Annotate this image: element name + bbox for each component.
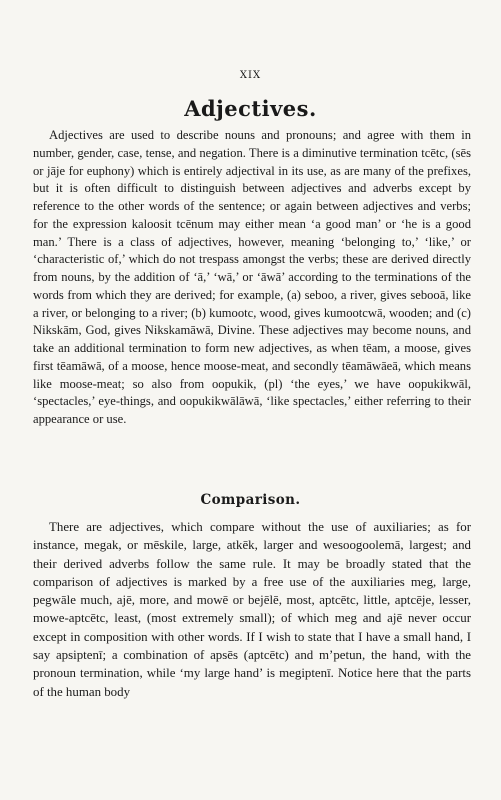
paragraph-adjectives: Adjectives are used to describe nouns and pronouns; and agree with them in number, gender, case, tense, and negation. There is a diminutive termination tcētc, (sēs or jāje for euphony) which is entirely adjectival in its use, as are many of the prefixes, but it is often difficult to distinguish between adjectives and adverbs except by reference to the other words of the sentence; or again between adjectives and verbs; for the expression kaloosit tcēnum may either mean ‘a good man’ or ‘he is a good man.’ There is a class of adjectives, however, meaning ‘belonging to,’ ‘like,’ or ‘characteristic of,’ which do not trespass amongst the verbs; these are derived directly from nouns, by the addition of ‘ā,’ ‘wā,’ or ‘āwā’ according to the terminations of the words from which they are derived; for example, (a) seboo, a river, gives sebooā, like a river, or belonging to a river; (b) kumootc, wood, gives kumootcwā, wooden; and (c) Nikskām, God, gives Nikskamāwā, Divine. These adjectives may become nouns, and take an additional termination to form new adjectives, as when tēam, a moose, gives first tēamāwā, of a moose, hence moose-meat, and secondly tēamāwāeā, which means like moose-meat; so also from oopukik, (pl) ‘the eyes,’ we have oopukikwāl, ‘spectacles,’ eye-things, and oopukikwālāwā, ‘like spectacles,’ either referring to their appearance or use. [33, 128, 471, 426]
section-heading-comparison: Comparison. [200, 492, 301, 508]
page-number: XIX [239, 70, 262, 81]
paragraph-comparison: There are adjectives, which compare without the use of auxiliaries; as for instance, megak, or mēskile, large, atkēk, larger and wesoogoolemā, largest; and their derived adverbs follow the same rule. It may be broadly stated that the comparison of adjectives is marked by a free use of the auxiliaries meg, large, pegwāle much, ajē, more, and mowē or bejēlē, most, aptcētc, little, aptcēje, lesser, mowe-aptcētc, least, (most extremely small); of which meg and ajē never occur except in composition with other words. If I wish to state that I have a small hand, I say apsiptenī; a combination of apsēs (aptcētc) and m’petun, the hand, with the pronoun termination, while ‘my large hand’ is megiptenī. Notice here that the parts of the human body [33, 520, 471, 699]
chapter-title: Adjectives. [184, 96, 317, 121]
